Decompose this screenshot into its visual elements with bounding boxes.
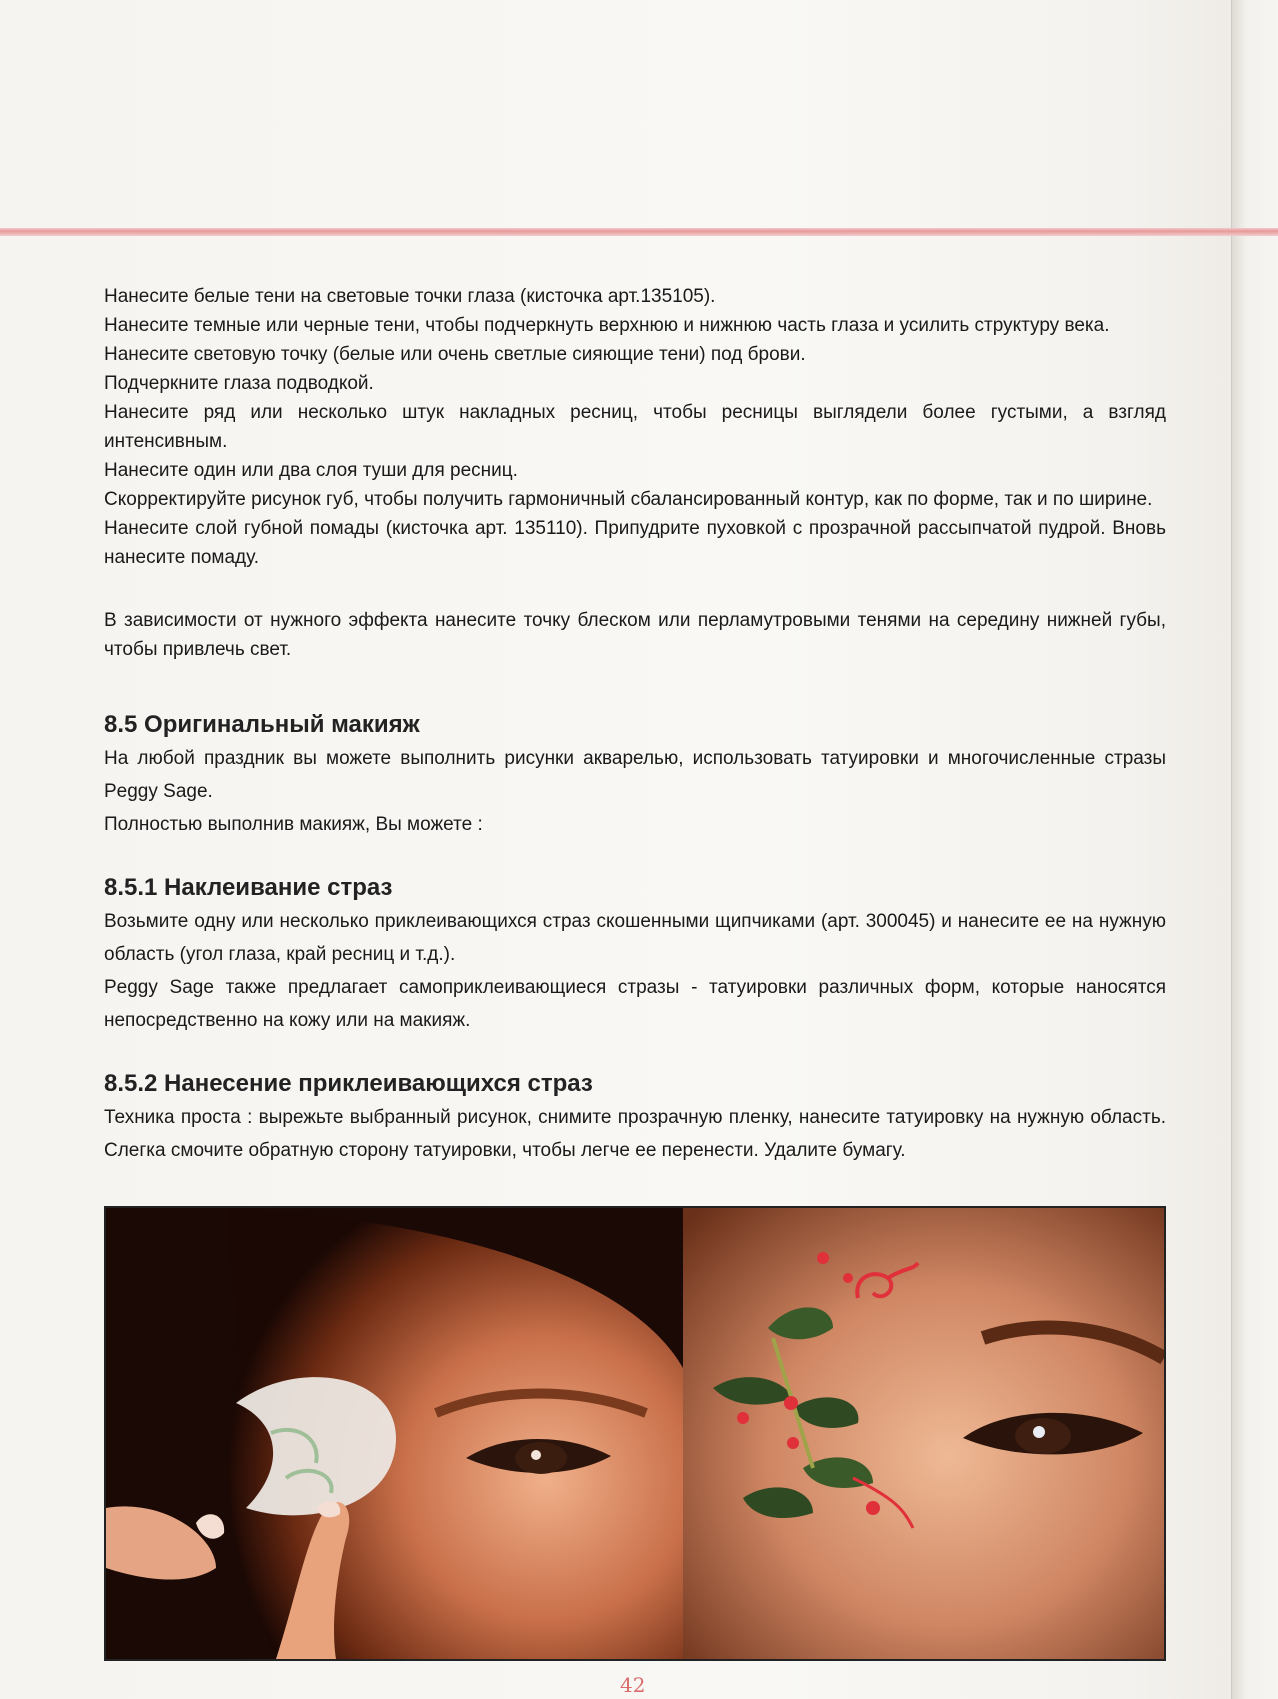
paragraph: Нанесите слой губной помады (кисточка арт. 135110). Припудрите пуховкой с прозрачной рассыпчатой пудрой. Вновь нанесите помаду. — [104, 518, 1166, 568]
photo-finished-tattoo — [683, 1208, 1164, 1659]
photo-applying-tattoo — [106, 1208, 683, 1659]
paragraph: Техника проста : вырежьте выбранный рисунок, снимите прозрачную пленку, нанесите татуировку на нужную область. Слегка смочите обратную сторону татуировки, чтобы легче ее перенести. Удалите бумагу. — [104, 1107, 1166, 1161]
makeup-photo — [104, 1206, 1166, 1661]
paragraph: В зависимости от нужного эффекта нанесите точку блеском или перламутровыми тенями на середину нижней губы, чтобы привлечь свет. — [104, 610, 1166, 660]
section-heading: 8.5.2 Нанесение приклеивающихся страз — [104, 1070, 593, 1097]
paragraph: Нанесите белые тени на световые точки глаза (кисточка арт.135105). — [104, 286, 716, 307]
paragraph: Нанесите световую точку (белые или очень светлые сияющие тени) под брови. — [104, 344, 806, 365]
page-edge — [1231, 0, 1278, 1699]
paragraph: Нанесите темные или черные тени, чтобы подчеркнуть верхнюю и нижнюю часть глаза и усилить структуру века. — [104, 315, 1110, 336]
section-heading: 8.5 Оригинальный макияж — [104, 711, 420, 738]
paragraph: Возьмите одну или несколько приклеивающихся страз скошенными щипчиками (арт. 300045) и нанесите ее на нужную область (угол глаза, край ресниц и т.д.). — [104, 911, 1166, 965]
page-number: 42 — [620, 1673, 646, 1697]
paragraph: Нанесите ряд или несколько штук накладных ресниц, чтобы ресницы выглядели более густыми, а взгляд интенсивным. — [104, 402, 1166, 452]
main-content — [104, 282, 1166, 1167]
paragraph: Полностью выполнив макияж, Вы можете : — [104, 814, 483, 835]
paragraph: Peggy Sage также предлагает самоприклеивающиеся стразы - татуировки различных форм, которые наносятся непосредственно на кожу или на макияж. — [104, 977, 1166, 1031]
paragraph: Подчеркните глаза подводкой. — [104, 373, 374, 394]
paragraph: Нанесите один или два слоя туши для ресниц. — [104, 460, 518, 481]
paragraph: Скорректируйте рисунок губ, чтобы получить гармоничный сбалансированный контур, как по форме, так и по ширине. — [104, 489, 1153, 510]
section-heading: 8.5.1 Наклеивание страз — [104, 874, 393, 901]
paragraph: На любой праздник вы можете выполнить рисунки акварелью, использовать татуировки и многочисленные стразы Peggy Sage. — [104, 748, 1166, 802]
header-rule — [0, 228, 1278, 236]
